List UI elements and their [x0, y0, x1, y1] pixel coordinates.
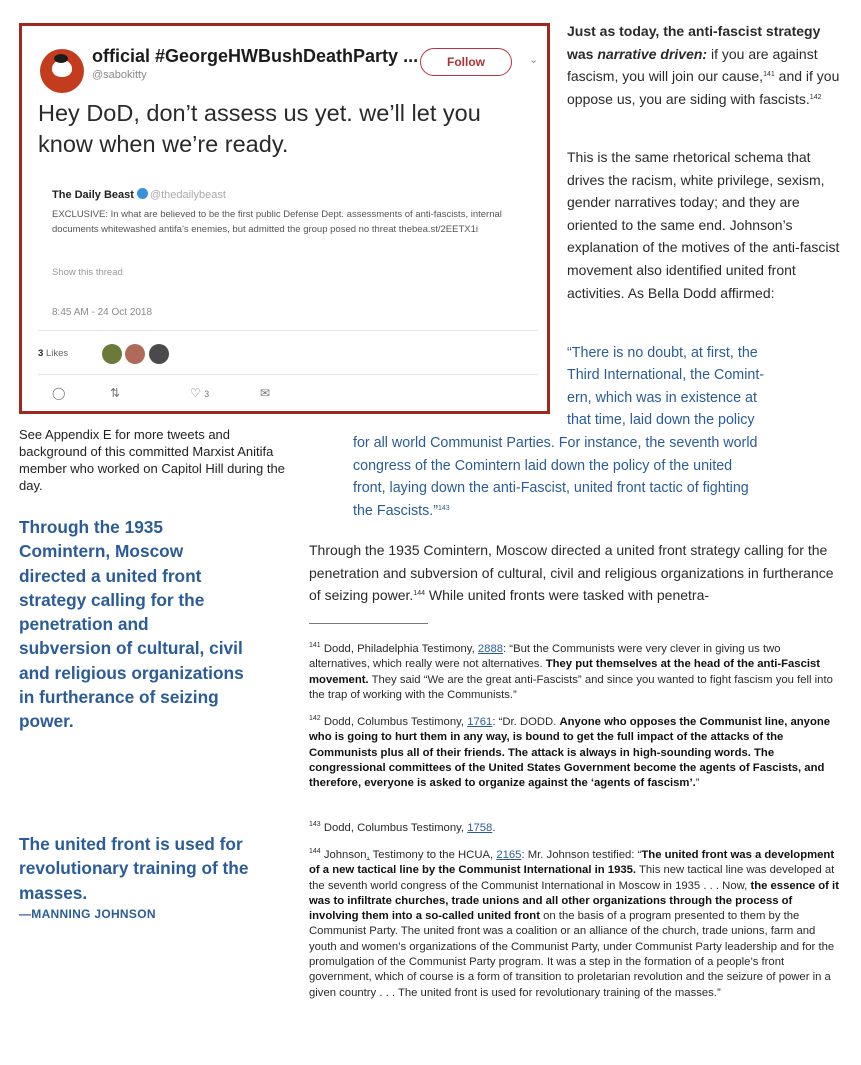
main-paragraph — [309, 539, 839, 607]
footnote-ref[interactable]: 144 — [413, 590, 425, 598]
block-quote-line — [353, 500, 450, 523]
message-icon[interactable]: ✉ — [260, 386, 271, 400]
show-thread-link[interactable]: Show this thread — [52, 267, 123, 278]
block-quote-line: that time, laid down the policy — [567, 412, 755, 428]
reply-icon[interactable]: ◯ — [52, 386, 66, 400]
footnote-link[interactable]: , — [366, 849, 370, 861]
footnote-number: 141 — [309, 642, 321, 649]
footnote-cite: Testimony to the HCUA, — [369, 849, 497, 861]
footnote-number: 144 — [309, 848, 321, 855]
footnote-143 — [309, 821, 839, 836]
footnote-text: They said “We are the great anti-Fascists” and since you wanted to fight fascism you fell into the trap of working with the Communists.” — [309, 673, 833, 701]
footnote-141 — [309, 642, 839, 703]
footnote-text: on the basis of a program presented to them by the Communist Party. The united front was a coalition or an alliance of the church, trade unions, farm and youth and women’s organizations of the Communist Party, under Communist Party leadership and for the promulgation of the Communist Party program. It was a step in the formation of a people’s front government, which of course is a form of transition to proletarian revolution and the seizure of power in a given country . . . The united front is used for revolutionary training of the masses.” — [309, 910, 835, 999]
follow-button[interactable]: Follow — [420, 48, 512, 76]
footnote-text: : Mr. Johnson testified: “ — [521, 849, 642, 861]
quoted-source-name: The Daily Beast — [52, 189, 134, 201]
divider — [38, 330, 538, 331]
retweet-icon[interactable]: ⇅ — [110, 386, 121, 400]
divider — [38, 374, 538, 375]
footnote-ref[interactable]: 141 — [763, 71, 775, 79]
tweet-handle[interactable]: @sabokitty — [92, 69, 147, 81]
embedded-tweet — [19, 23, 550, 414]
footnote-bold: the essence of it was to infiltrate churches, trade unions and all other organizations through the process of involving them into a so-called united front — [309, 879, 839, 923]
quoted-tweet-source[interactable] — [52, 188, 226, 201]
quoted-handle: @thedailybeast — [149, 189, 226, 201]
intro-text-1: if you are against fascism, you will join our cause, — [567, 45, 818, 85]
pull-quote-attribution: —MANNING JOHNSON — [19, 907, 156, 921]
footnote-ref[interactable]: 143 — [438, 505, 450, 512]
block-quote-line: for all world Communist Parties. For instance, the seventh world — [353, 435, 758, 451]
block-quote-line: “There is no doubt, at first, the — [567, 345, 758, 361]
intro-lead-italic: narrative driven: — [597, 45, 708, 62]
footnote-link[interactable]: 1758 — [467, 822, 493, 834]
likes-count[interactable] — [38, 348, 68, 359]
block-quote-line: ern, which was in existence at — [567, 390, 757, 406]
like-icon[interactable]: ♡ 3 — [190, 386, 210, 400]
footnote-link[interactable]: 2165 — [496, 849, 522, 861]
tweet-caption: See Appendix E for more tweets and background of this committed Marxist Anitifa member who worked on Capitol Hill during the day. — [19, 427, 285, 493]
block-quote-line: front, laying down the anti-Fascist, united front tactic of fighting — [353, 480, 749, 496]
footnote-cite: Johnson — [320, 849, 367, 861]
footnote-bold: The united front was a development of a new tactical line by the Communist International in 1935. — [309, 849, 835, 877]
footnote-bold: Anyone who opposes the Communist line, anyone who is going to hurt them in any way, is bound to get the full impact of the attacks of the Communists plus all of their friends. The attack is always in high-sounding words. The congressional committees of the United States Government become the agents of Fascists, and therefore, everyone is asked to organize against the ‘agents of fascism’. — [309, 716, 831, 790]
footnote-link[interactable]: 1761 — [467, 716, 493, 728]
liker-avatar[interactable] — [149, 344, 169, 364]
tweet-timestamp[interactable]: 8:45 AM - 24 Oct 2018 — [52, 307, 153, 318]
quoted-tweet-text: EXCLUSIVE: In what are believed to be the first public Defense Dept. assessments of anti-fascists, internal documents whitewashed antifa’s enemies, but admitted the group posed no threat thebea.st/2EETX1i — [52, 209, 502, 235]
footnote-number: 143 — [309, 821, 321, 828]
footnote-cite: Dodd, Columbus Testimony, — [320, 822, 468, 834]
footnote-divider — [309, 623, 428, 624]
liker-avatar[interactable] — [125, 344, 145, 364]
likes-number: 3 — [38, 348, 44, 359]
footnote-bold: They put themselves at the head of the anti-Fascist movement. — [309, 658, 821, 686]
block-quote-line: Third International, the Comint- — [567, 367, 765, 383]
footnote-cite: Dodd, Philadelphia Testimony, — [320, 643, 478, 655]
verified-badge-icon — [137, 188, 148, 199]
footnote-number: 142 — [309, 715, 321, 722]
avatar[interactable] — [40, 49, 84, 93]
body-paragraph: This is the same rhetorical schema that drives the racism, white privilege, sexism, gender narratives today; and they are oriented to the same end. Johnson’s explanation of the motives of the anti-fascist movement also identified united front activities. As Bella Dodd affirmed: — [567, 149, 840, 301]
main-text-2: While united fronts were tasked with penetra- — [424, 587, 710, 604]
pull-quote: Through the 1935 Comintern, Moscow directed a united front strategy calling for the penetration and subversion of cultural, civil and religious organizations in furtherance of seizing power. — [19, 517, 244, 732]
footnote-link[interactable]: 2888 — [477, 643, 504, 655]
block-quote-end: the Fascists.” — [353, 503, 439, 519]
footnote-text: . — [492, 822, 496, 834]
likes-label: Likes — [45, 348, 69, 359]
footnote-144 — [309, 848, 839, 1001]
pull-quote: The united front is used for revolutionary training of the masses. — [19, 834, 249, 903]
footnote-text: : “But the Communists were very clever in giving us two alternatives, which really were not alternatives. — [309, 643, 781, 671]
footnote-text: This new tactical line was developed at the seventh world congress of the Communist International in Moscow in 1935 . . . Now, — [309, 864, 835, 892]
footnote-cite: Dodd, Columbus Testimony, — [320, 716, 468, 728]
footnote-ref[interactable]: 142 — [809, 93, 822, 101]
chevron-down-icon[interactable]: ⌄ — [529, 54, 539, 66]
footnote-142 — [309, 715, 839, 791]
intro-paragraph — [567, 20, 842, 110]
main-text-1: Through the 1935 Comintern, Moscow directed a united front strategy calling for the penetration and subversion of cultural, civil and religious organizations in furtherance of seizing power. — [309, 542, 834, 604]
intro-lead: Just as today, the anti-fascist strategy was — [567, 23, 821, 62]
tweet-display-name[interactable]: official #GeorgeHWBushDeathParty ... — [92, 46, 419, 66]
footnote-text: : “Dr. DODD. — [492, 716, 560, 728]
tweet-text: Hey DoD, don’t assess us yet. we’ll let you know when we’re ready. — [38, 100, 481, 157]
like-count: 3 — [204, 389, 210, 399]
block-quote-line: congress of the Comintern laid down the policy of the united — [353, 458, 733, 474]
intro-text-2: and if you oppose us, you are siding with fascists. — [567, 68, 840, 107]
liker-avatar[interactable] — [102, 344, 122, 364]
footnote-text: ” — [695, 777, 700, 790]
